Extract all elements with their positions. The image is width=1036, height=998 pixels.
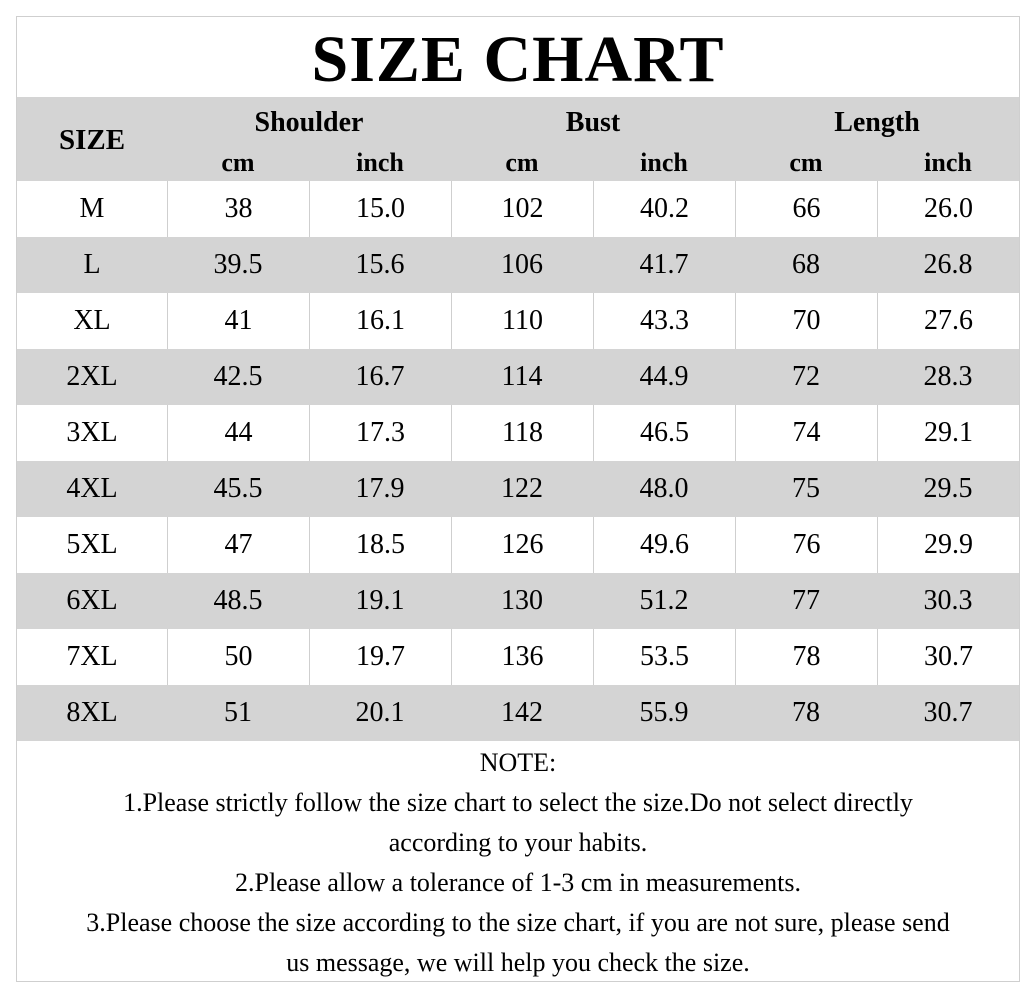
length-cm-cell: 77: [792, 585, 820, 616]
bust-inch-cell: 41.7: [639, 249, 689, 280]
bust-inch-cell: 55.9: [639, 697, 689, 728]
bust-inch-cell: 49.6: [593, 517, 735, 573]
length-inch-cell: 29.1: [877, 405, 1019, 461]
table-row: [17, 237, 1019, 293]
shoulder-cm-header: cm: [221, 148, 255, 177]
bust-inch-cell: 44.9: [639, 361, 689, 392]
shoulder-inch-cell: 20.1: [355, 697, 405, 728]
size-cell: M: [79, 193, 105, 224]
shoulder-inch-cell: 18.5: [309, 517, 451, 573]
shoulder-inch-cell: 17.9: [355, 473, 405, 504]
size-cell: 3XL: [66, 417, 118, 448]
shoulder-inch-cell: 19.7: [309, 629, 451, 685]
shoulder-cm-cell: 51: [224, 697, 252, 728]
bust-cm-cell: 102: [451, 181, 593, 237]
bust-cm-cell: 106: [501, 249, 543, 280]
table-row: [17, 293, 1019, 349]
table-header: [17, 97, 1019, 181]
note-line: us message, we will help you check the size.: [286, 948, 750, 977]
size-cell: 8XL: [66, 697, 118, 728]
bust-cm-cell: 126: [451, 517, 593, 573]
shoulder-cm-cell: 50: [167, 629, 309, 685]
length-cm-cell: 76: [735, 517, 877, 573]
bust-inch-cell: 46.5: [593, 405, 735, 461]
size-chart-card: [16, 16, 1020, 982]
length-inch-cell: 26.0: [877, 181, 1019, 237]
shoulder-cm-cell: 42.5: [213, 361, 263, 392]
bust-cm-header: cm: [505, 148, 539, 177]
shoulder-cm-cell: 47: [167, 517, 309, 573]
table-row: [17, 181, 1019, 237]
shoulder-cm-cell: 45.5: [213, 473, 263, 504]
bust-cm-cell: 114: [501, 361, 543, 392]
length-inch-cell: 30.3: [923, 585, 973, 616]
table-row: [17, 405, 1019, 461]
bust-cm-cell: 118: [451, 405, 593, 461]
size-cell: 7XL: [66, 641, 118, 672]
shoulder-inch-header: inch: [356, 148, 404, 177]
table-row: [17, 573, 1019, 629]
note-line: 2.Please allow a tolerance of 1-3 cm in measurements.: [234, 868, 802, 897]
size-cell: 5XL: [66, 529, 118, 560]
size-column-header: SIZE: [58, 124, 126, 156]
shoulder-inch-cell: 16.1: [309, 293, 451, 349]
length-inch-cell: 29.9: [877, 517, 1019, 573]
size-cell: 2XL: [66, 361, 118, 392]
table-row: [17, 685, 1019, 741]
shoulder-cm-cell: 38: [167, 181, 309, 237]
length-cm-cell: 66: [735, 181, 877, 237]
length-inch-cell: 30.7: [923, 697, 973, 728]
shoulder-group-header: Shoulder: [254, 107, 364, 138]
size-cell: XL: [73, 305, 111, 336]
length-inch-cell: 28.3: [923, 361, 973, 392]
size-cell: 6XL: [66, 585, 118, 616]
shoulder-cm-cell: 44: [167, 405, 309, 461]
length-group-header: Length: [834, 107, 920, 138]
bust-cm-cell: 110: [451, 293, 593, 349]
bust-inch-header: inch: [640, 148, 688, 177]
length-cm-cell: 74: [735, 405, 877, 461]
bust-inch-cell: 40.2: [593, 181, 735, 237]
bust-cm-cell: 142: [501, 697, 543, 728]
length-cm-cell: 72: [792, 361, 820, 392]
table-row: [17, 349, 1019, 405]
bust-inch-cell: 43.3: [593, 293, 735, 349]
bust-inch-cell: 53.5: [593, 629, 735, 685]
length-inch-header: inch: [924, 148, 972, 177]
note-line: 1.Please strictly follow the size chart to select the size.Do not select directly: [123, 788, 913, 817]
shoulder-cm-cell: 39.5: [213, 249, 263, 280]
bust-inch-cell: 51.2: [639, 585, 689, 616]
shoulder-inch-cell: 15.0: [309, 181, 451, 237]
length-cm-cell: 68: [792, 249, 820, 280]
shoulder-inch-cell: 15.6: [355, 249, 405, 280]
bust-cm-cell: 130: [501, 585, 543, 616]
shoulder-cm-cell: 41: [167, 293, 309, 349]
length-inch-cell: 27.6: [877, 293, 1019, 349]
length-inch-cell: 26.8: [923, 249, 973, 280]
page-title: SIZE CHART: [311, 23, 725, 96]
table-row: [17, 629, 1019, 685]
table-row: [17, 461, 1019, 517]
bust-cm-cell: 136: [451, 629, 593, 685]
length-cm-header: cm: [789, 148, 823, 177]
shoulder-cm-cell: 48.5: [213, 585, 263, 616]
length-cm-cell: 78: [792, 697, 820, 728]
size-cell: L: [83, 249, 101, 280]
length-cm-cell: 78: [735, 629, 877, 685]
shoulder-inch-cell: 19.1: [355, 585, 405, 616]
notes-section: [17, 743, 1019, 983]
shoulder-inch-cell: 17.3: [309, 405, 451, 461]
shoulder-inch-cell: 16.7: [355, 361, 405, 392]
table-row: [17, 517, 1019, 573]
bust-cm-cell: 122: [501, 473, 543, 504]
size-cell: 4XL: [66, 473, 118, 504]
notes-heading: NOTE:: [479, 748, 557, 777]
note-line: 3.Please choose the size according to the size chart, if you are not sure, please send: [86, 908, 950, 937]
length-cm-cell: 70: [735, 293, 877, 349]
length-cm-cell: 75: [792, 473, 820, 504]
bust-inch-cell: 48.0: [639, 473, 689, 504]
note-line: according to your habits.: [388, 828, 648, 857]
bust-group-header: Bust: [565, 107, 621, 138]
length-inch-cell: 29.5: [923, 473, 973, 504]
size-table-body: [17, 181, 1019, 741]
length-inch-cell: 30.7: [877, 629, 1019, 685]
